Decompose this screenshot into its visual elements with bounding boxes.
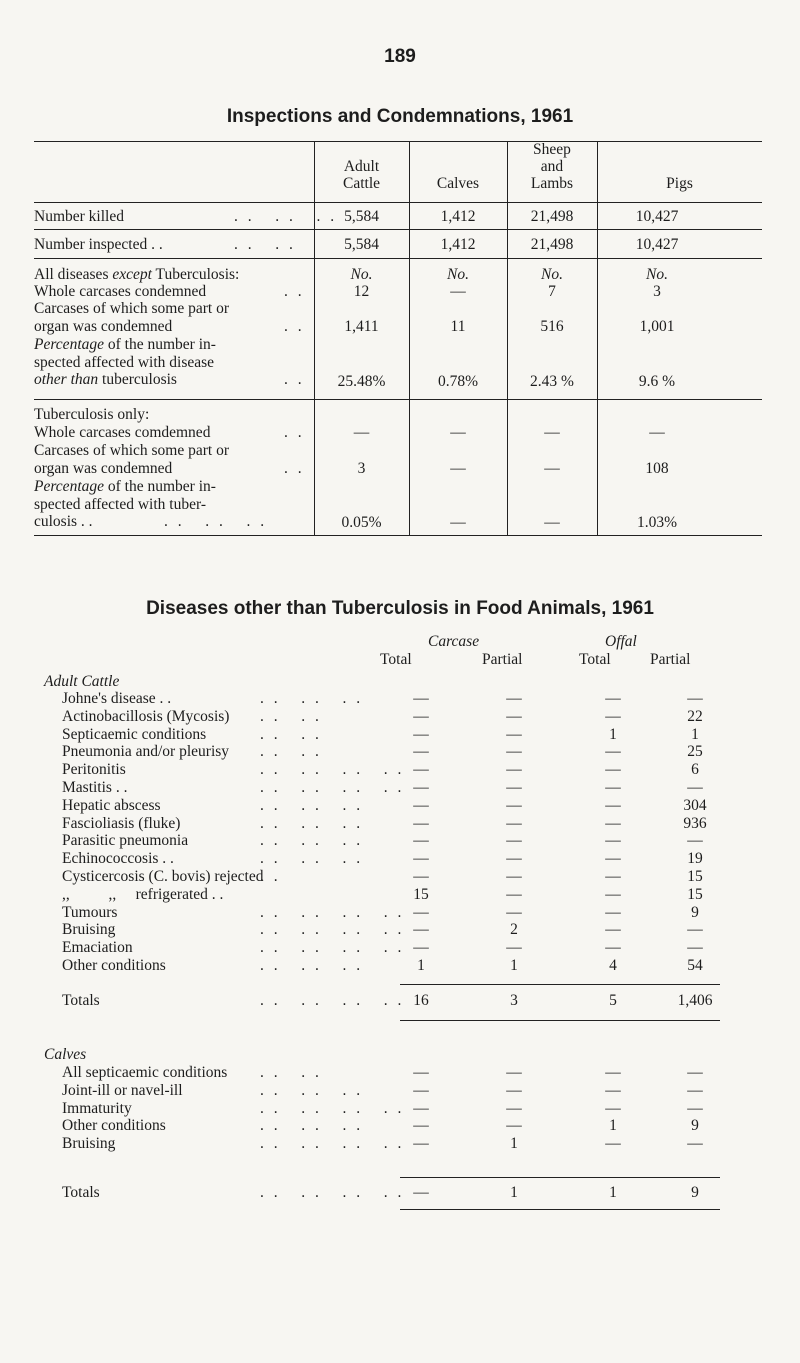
value-cell: 19: [687, 850, 703, 868]
totals-cell: 1: [609, 1184, 617, 1201]
value-cell: —: [413, 921, 429, 939]
value-cell: —: [687, 690, 703, 707]
label-italic: Percentage: [34, 478, 104, 495]
disease-label: Parasitic pneumonia: [62, 832, 189, 850]
value-cell: 1,001: [639, 318, 675, 335]
value-cell: —: [413, 690, 429, 707]
leader-dots: . . . . . . . .: [260, 921, 405, 939]
value-cell: 2: [510, 921, 518, 939]
table-row: [0, 904, 800, 922]
value-cell: —: [413, 1099, 429, 1117]
value-cell: —: [413, 796, 429, 814]
value-cell: 2.43 %: [530, 373, 574, 390]
value-cell: 1.03%: [636, 514, 678, 531]
disease-label: Septicaemic conditions: [62, 725, 207, 743]
table-row: [0, 708, 800, 726]
leader-dots: . . . . . .: [260, 850, 364, 868]
value-cell: 10,427: [635, 208, 679, 225]
totals-cell: 1: [510, 1184, 518, 1201]
label-line: organ was condemned: [34, 317, 173, 335]
value-cell: 12: [353, 283, 370, 300]
disease-label: Other conditions: [62, 1117, 166, 1135]
leader-dots: . . . . . . . .: [260, 903, 405, 921]
value-cell: —: [605, 903, 621, 921]
value-cell: 936: [683, 814, 707, 832]
value-cell: 4: [609, 957, 617, 974]
no-label: No.: [646, 266, 668, 283]
col-header-line: and: [540, 158, 564, 175]
value-cell: 21,498: [530, 236, 574, 253]
value-cell: —: [506, 779, 522, 796]
value-cell: —: [605, 814, 621, 832]
heading-text: All diseases: [34, 266, 113, 283]
value-cell: —: [506, 761, 522, 779]
leader-dots: . . . .: [260, 707, 322, 725]
col-header-total: Total: [380, 651, 412, 668]
value-cell: —: [687, 939, 703, 957]
group-header-offal: Offal: [605, 633, 637, 650]
value-cell: —: [413, 814, 429, 832]
table-row: [0, 957, 800, 975]
value-cell: 3: [653, 283, 661, 300]
value-cell: —: [506, 1081, 522, 1099]
table-row: [0, 832, 800, 850]
value-cell: —: [506, 796, 522, 814]
value-cell: —: [413, 725, 429, 743]
col-header-partial: Partial: [482, 651, 523, 668]
label-text: Number inspected . .: [34, 236, 163, 253]
value-cell: 1: [691, 725, 699, 743]
leader-dots: . . . . . .: [260, 832, 364, 850]
disease-label: Bruising: [62, 921, 116, 939]
value-cell: —: [413, 743, 429, 761]
value-cell: —: [506, 868, 522, 885]
leader-dots: . . . . . . . .: [260, 779, 405, 796]
value-cell: —: [544, 460, 560, 477]
value-cell: —: [605, 939, 621, 957]
value-cell: 3: [357, 460, 366, 477]
value-cell: —: [687, 832, 703, 850]
disease-label: Peritonitis: [62, 761, 126, 779]
label-line: Carcases of which some part or: [34, 300, 229, 317]
value-cell: 0.78%: [437, 373, 479, 390]
value-cell: —: [506, 725, 522, 743]
leader-dots: . . . . . . . .: [260, 761, 405, 779]
leader-dots: . . . . . . . .: [260, 1184, 405, 1201]
value-cell: —: [605, 779, 621, 796]
disease-label: Pneumonia and/or pleurisy: [62, 743, 230, 761]
value-cell: —: [605, 1099, 621, 1117]
value-cell: 0.05%: [341, 514, 382, 531]
value-cell: —: [649, 424, 665, 441]
value-cell: 25.48%: [337, 373, 386, 390]
totals-cell: 9: [691, 1184, 699, 1201]
value-cell: —: [605, 690, 621, 707]
totals-cell: 1,406: [677, 992, 713, 1009]
value-cell: 15: [413, 885, 429, 903]
leader-dots: . . . . . .: [260, 1117, 364, 1135]
value-cell: 9: [691, 1117, 699, 1135]
table-row: [0, 939, 800, 957]
value-cell: 1: [510, 957, 518, 974]
leader-dots: . .: [284, 424, 305, 441]
value-cell: —: [506, 690, 522, 707]
label-line: spected affected with disease: [34, 353, 215, 371]
heading-text: Tuberculosis:: [151, 266, 240, 283]
table-row: [0, 1082, 800, 1100]
value-cell: 5,584: [344, 236, 379, 253]
page-number: 189: [384, 46, 416, 67]
value-cell: —: [605, 868, 621, 885]
col-header-calves: Calves: [436, 175, 480, 192]
disease-label: ,, ,, refrigerated . .: [62, 885, 224, 903]
value-cell: —: [413, 707, 429, 725]
value-cell: —: [413, 761, 429, 779]
leader-dots: . .: [284, 371, 305, 388]
value-cell: —: [605, 796, 621, 814]
leader-dots: . . . . . .: [260, 1081, 364, 1099]
value-cell: —: [450, 460, 466, 477]
value-cell: —: [413, 850, 429, 868]
totals-rule: [400, 984, 720, 985]
table1-title: Inspections and Condemnations, 1961: [226, 106, 574, 127]
table-row: [0, 743, 800, 761]
leader-dots: . . . . . . . .: [260, 1099, 405, 1117]
value-cell: —: [605, 832, 621, 850]
value-cell: 5,584: [344, 208, 379, 225]
value-cell: —: [605, 761, 621, 779]
label-line: organ was condemned: [34, 459, 173, 477]
value-cell: —: [506, 832, 522, 850]
value-cell: —: [506, 814, 522, 832]
value-cell: —: [413, 1081, 429, 1099]
value-cell: 516: [540, 318, 564, 335]
leader-dots: . . . . . .: [234, 208, 338, 225]
value-cell: —: [506, 939, 522, 957]
col-header-pigs: Pigs: [666, 175, 693, 192]
value-cell: 1,412: [440, 208, 476, 225]
value-cell: 1,412: [440, 236, 476, 253]
leader-dots: . .: [260, 868, 281, 885]
value-cell: —: [506, 707, 522, 725]
disease-label: Other conditions: [62, 957, 166, 974]
value-cell: —: [687, 921, 703, 939]
value-cell: —: [605, 921, 621, 939]
table-row: [0, 1135, 800, 1153]
col-header-line: Adult: [343, 158, 380, 175]
value-cell: —: [506, 903, 522, 921]
value-cell: —: [605, 850, 621, 868]
disease-label: Echinococcosis . .: [62, 850, 174, 868]
no-label: No.: [541, 266, 563, 283]
table-row: [0, 797, 800, 815]
value-cell: —: [687, 1099, 703, 1117]
value-cell: 21,498: [530, 208, 574, 225]
table-row: [0, 1117, 800, 1135]
table-row: [0, 726, 800, 744]
value-cell: —: [506, 1099, 522, 1117]
table-row: [0, 761, 800, 779]
value-cell: 9: [691, 903, 699, 921]
disease-label: Cysticercosis (C. bovis) rejected: [62, 868, 264, 885]
label-line: culosis . .: [34, 513, 93, 530]
label-text: Number killed: [34, 208, 124, 225]
value-cell: 1: [609, 725, 617, 743]
col-header-partial: Partial: [650, 651, 691, 668]
col-header-total: Total: [579, 651, 611, 668]
col-header-line: Cattle: [342, 175, 381, 192]
leader-dots: . . . .: [260, 725, 322, 743]
totals-cell: —: [413, 1184, 429, 1201]
value-cell: —: [506, 743, 522, 761]
disease-label: Tumours: [62, 903, 118, 921]
col-header-line: Sheep: [533, 141, 571, 158]
value-cell: 15: [687, 885, 703, 903]
value-cell: —: [413, 832, 429, 850]
leader-dots: . . . . . . . .: [260, 1135, 405, 1153]
value-cell: —: [605, 707, 621, 725]
leader-dots: . . . . . . . .: [260, 939, 405, 957]
value-cell: 25: [687, 743, 703, 761]
label-line: Carcases of which some part or: [34, 442, 229, 459]
no-label: No.: [447, 266, 469, 283]
table-row: [0, 868, 800, 886]
value-cell: —: [687, 779, 703, 796]
value-cell: 108: [645, 460, 669, 477]
totals-label: Totals: [62, 992, 100, 1009]
value-cell: —: [353, 424, 370, 441]
value-cell: 22: [687, 707, 703, 725]
disease-label: Joint-ill or navel-ill: [62, 1081, 183, 1099]
label-text: Whole carcases comdemned: [34, 424, 211, 441]
label-italic: other than: [34, 371, 99, 388]
value-cell: —: [687, 1081, 703, 1099]
value-cell: —: [544, 424, 560, 441]
totals-cell: 3: [510, 992, 518, 1009]
value-cell: —: [450, 424, 466, 441]
totals-label: Totals: [62, 1184, 100, 1201]
value-cell: 10,427: [635, 236, 679, 253]
leader-dots: . . . .: [234, 236, 296, 253]
leader-dots: . . . . . .: [260, 796, 364, 814]
value-cell: 15: [687, 868, 703, 885]
label-text: Whole carcases condemned: [34, 283, 207, 300]
no-label: No.: [350, 266, 373, 283]
disease-label: Hepatic abscess: [62, 796, 161, 814]
totals-rule: [400, 1020, 720, 1021]
leader-dots: . .: [284, 317, 305, 335]
label-line: spected affected with tuber-: [34, 495, 206, 513]
value-cell: 1: [417, 957, 425, 974]
value-cell: 9.6 %: [638, 373, 676, 390]
value-cell: —: [506, 850, 522, 868]
value-cell: —: [413, 1064, 429, 1081]
value-cell: 54: [687, 957, 703, 974]
value-cell: —: [413, 1117, 429, 1135]
label-text: of the number in-: [104, 336, 216, 353]
label-italic: Percentage: [34, 336, 104, 353]
value-cell: —: [687, 1135, 703, 1153]
value-cell: —: [506, 1117, 522, 1135]
table-row: [0, 886, 800, 904]
value-cell: —: [413, 939, 429, 957]
col-header-line: Lambs: [530, 175, 574, 192]
value-cell: —: [605, 743, 621, 761]
table-row: [0, 779, 800, 797]
leader-dots: . . . .: [260, 1064, 322, 1081]
value-cell: 1: [609, 1117, 617, 1135]
leader-dots: . . . . . .: [164, 513, 268, 530]
label-text: tuberculosis: [98, 371, 177, 388]
section-heading-adult-cattle: Adult Cattle: [44, 673, 120, 690]
label-text: of the number in-: [104, 478, 216, 495]
disease-label: All septicaemic conditions: [62, 1064, 228, 1081]
disease-label: Actinobacillosis (Mycosis): [62, 707, 230, 725]
leader-dots: . . . . . .: [260, 814, 364, 832]
totals-rule: [400, 1177, 720, 1178]
value-cell: 1: [510, 1135, 518, 1153]
table-row: [0, 815, 800, 833]
value-cell: —: [450, 514, 466, 531]
group-header-carcase: Carcase: [428, 633, 480, 650]
value-cell: —: [605, 885, 621, 903]
leader-dots: . .: [284, 283, 305, 300]
disease-label: Bruising: [62, 1135, 116, 1153]
leader-dots: . . . . . .: [260, 690, 364, 707]
value-cell: 6: [691, 761, 699, 779]
totals-row-calves: [0, 1184, 800, 1202]
value-cell: 304: [683, 796, 707, 814]
totals-row-adult-cattle: [0, 992, 800, 1010]
value-cell: —: [544, 514, 560, 531]
value-cell: —: [413, 868, 429, 885]
value-cell: —: [605, 1064, 621, 1081]
table-row: [0, 1100, 800, 1118]
table2-title: Diseases other than Tuberculosis in Food Animals, 1961: [146, 598, 654, 619]
value-cell: —: [605, 1081, 621, 1099]
disease-label: Johne's disease . .: [62, 690, 172, 707]
table-row: [0, 690, 800, 708]
value-cell: —: [413, 903, 429, 921]
disease-label: Mastitis . .: [62, 779, 128, 796]
disease-label: Fascioliasis (fluke): [62, 814, 181, 832]
totals-cell: 16: [413, 992, 429, 1009]
section-heading-tb-only: Tuberculosis only:: [34, 406, 150, 423]
disease-label: Emaciation: [62, 939, 133, 957]
value-cell: 7: [548, 283, 556, 300]
heading-italic: except: [112, 266, 152, 283]
leader-dots: . . . .: [260, 743, 322, 761]
totals-rule: [400, 1209, 720, 1210]
section-heading-calves: Calves: [44, 1046, 87, 1063]
value-cell: —: [506, 885, 522, 903]
value-cell: —: [687, 1064, 703, 1081]
value-cell: —: [413, 1135, 429, 1153]
leader-dots: . . . . . . . .: [260, 992, 405, 1009]
value-cell: —: [413, 779, 429, 796]
value-cell: 11: [450, 318, 466, 335]
value-cell: —: [506, 1064, 522, 1081]
value-cell: —: [450, 283, 466, 300]
table-row: [0, 921, 800, 939]
disease-label: Immaturity: [62, 1099, 132, 1117]
table-row: [0, 1064, 800, 1082]
leader-dots: . .: [284, 459, 305, 477]
totals-cell: 5: [609, 992, 617, 1009]
value-cell: —: [605, 1135, 621, 1153]
leader-dots: . . . . . .: [260, 957, 364, 974]
value-cell: 1,411: [344, 318, 379, 335]
table-row: [0, 850, 800, 868]
